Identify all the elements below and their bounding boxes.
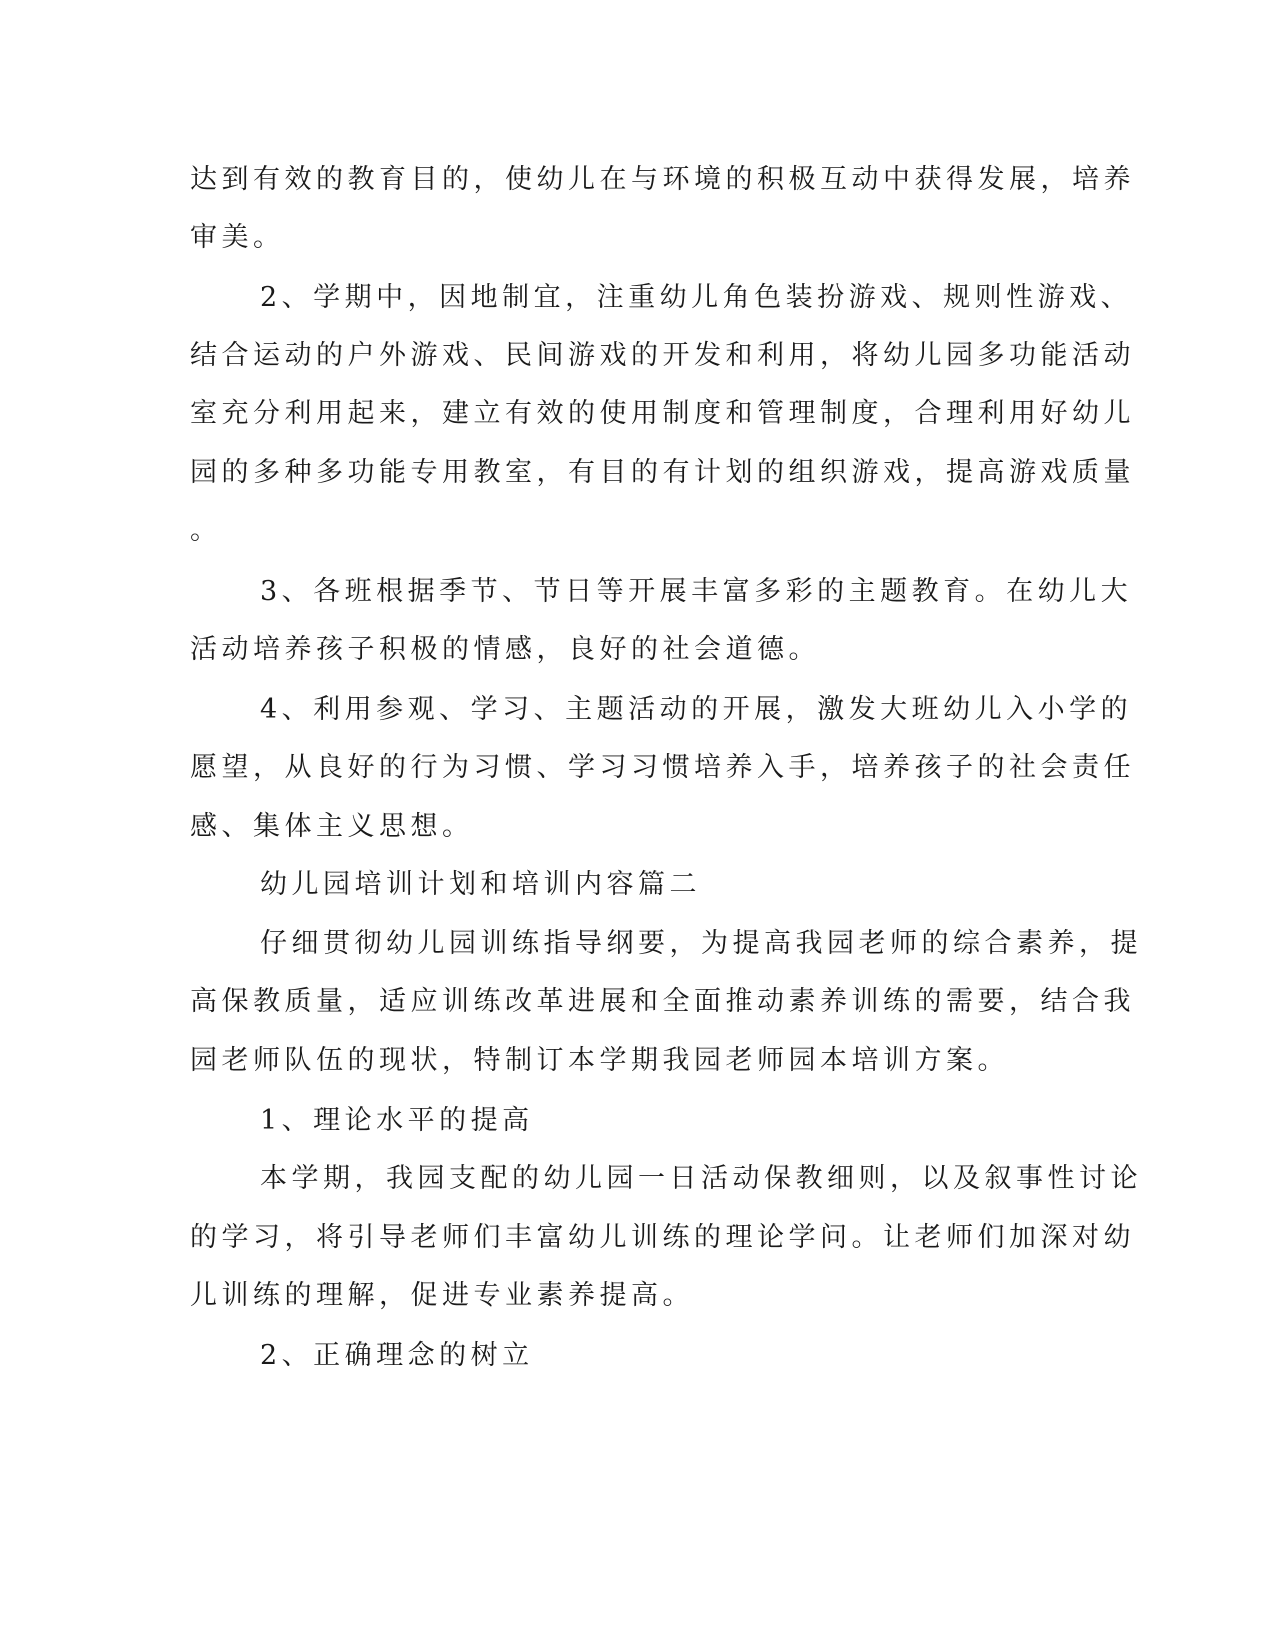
text-line: 的学习，将引导老师们丰富幼儿训练的理论学问。让老师们加深对幼: [190, 1222, 1135, 1253]
text-line: 仔细贯彻幼儿园训练指导纲要，为提高我园老师的综合素养，提: [260, 928, 1142, 959]
text-line: 结合运动的户外游戏、民间游戏的开发和利用，将幼儿园多功能活动: [190, 340, 1135, 371]
text-line: 园的多种多功能专用教室，有目的有计划的组织游戏，提高游戏质量: [190, 457, 1135, 488]
text-line: 1、理论水平的提高: [260, 1105, 534, 1136]
text-line: 。: [190, 515, 222, 546]
text-line: 活动培养孩子积极的情感，良好的社会道德。: [190, 634, 820, 665]
text-line: 2、正确理念的树立: [260, 1340, 534, 1371]
text-line: 2、学期中，因地制宜，注重幼儿角色装扮游戏、规则性游戏、: [260, 282, 1133, 313]
text-line: 3、各班根据季节、节日等开展丰富多彩的主题教育。在幼儿大: [260, 576, 1133, 607]
text-line: 本学期，我园支配的幼儿园一日活动保教细则，以及叙事性讨论: [260, 1163, 1142, 1194]
text-line: 审美。: [190, 222, 285, 253]
text-line: 高保教质量，适应训练改革进展和全面推动素养训练的需要，结合我: [190, 986, 1135, 1017]
text-line: 感、集体主义思想。: [190, 811, 474, 842]
text-line: 达到有效的教育目的，使幼儿在与环境的积极互动中获得发展，培养: [190, 164, 1135, 195]
text-line: 儿训练的理解，促进专业素养提高。: [190, 1280, 694, 1311]
text-line: 4、利用参观、学习、主题活动的开展，激发大班幼儿入小学的: [260, 694, 1133, 725]
section-heading: 幼儿园培训计划和培训内容篇二: [260, 869, 701, 900]
text-line: 室充分利用起来，建立有效的使用制度和管理制度，合理利用好幼儿: [190, 398, 1135, 429]
text-line: 园老师队伍的现状，特制订本学期我园老师园本培训方案。: [190, 1045, 1009, 1076]
text-line: 愿望，从良好的行为习惯、学习习惯培养入手，培养孩子的社会责任: [190, 752, 1135, 783]
